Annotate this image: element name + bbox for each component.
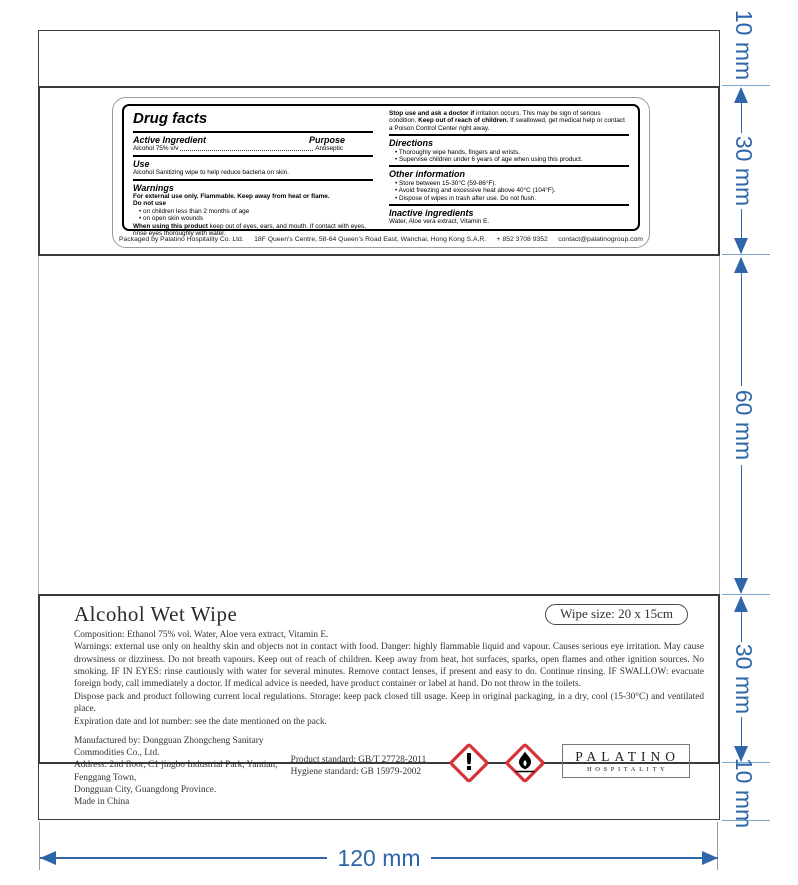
packager-footer xyxy=(113,234,649,243)
use-text: Alcohol Sanitizing wipe to help reduce bacteria on skin. xyxy=(133,169,289,177)
directions-heading: Directions xyxy=(389,138,434,149)
drug-facts-right-column xyxy=(389,110,629,226)
dim-line xyxy=(431,857,718,858)
do-not-use: Do not use xyxy=(133,200,167,208)
warnings-text: Warnings: external use only on healthy skin and objects not in contact with food. Danger: highly flammable liquid and vapour. Causes serious eye irritation. May cause drowsiness or dizziness. Do not breath vapours. Keep out of reach of children. Keep away from heat, hot surfaces, sparks, open flames and other ignition sources. No smoking. IF IN EYES: rinse cautiously with water for several minutes. Remove contact lenses, if present and easy to do. Continue rinsing. IF SWALLOW: evacuate foreign body, call immediately a doctor. If medical advice is needed, have product container or label at hand. Do not throw in the toilets. xyxy=(74,642,704,690)
disposal-text: Dispose pack and product following current local regulations. Storage: keep pack closed till usage. Keep in original packaging, in a dry, cool (15-30°C) and ventilated place. xyxy=(74,691,704,715)
directions-bullet: • Supervise children under 6 years of age when using this product. xyxy=(389,156,629,163)
product-title: Alcohol Wet Wipe xyxy=(74,602,238,626)
dim-label-10mm-bottom: 10 mm xyxy=(731,757,758,829)
palatino-logo xyxy=(562,744,690,778)
purpose-heading: Purpose xyxy=(308,135,345,145)
drug-facts-title: Drug facts xyxy=(133,110,208,127)
packager-phone: + 852 3708 9352 xyxy=(496,236,548,243)
inactive-ingredients-text: Water, Aloe vera extract, Vitamin E. xyxy=(389,218,490,226)
manufacturer-line: Manufactured by: Dongguan Zhongcheng Sanitary Commodities Co., Ltd. xyxy=(74,735,264,759)
dim-line xyxy=(40,857,327,858)
dim-label-30mm-upper: 30 mm xyxy=(731,135,758,207)
dim-line xyxy=(741,258,742,386)
divider xyxy=(389,204,629,206)
packaged-by: Packaged by Palatino Hospitality Co. Ltd. xyxy=(119,236,244,243)
do-not-use-bullet: • on open skin wounds xyxy=(133,215,373,222)
active-ingredient-value: Alcohol 75% v/v xyxy=(133,145,179,153)
dim-arrow-up-icon xyxy=(734,596,748,612)
dim-arrow-left-icon xyxy=(40,851,56,865)
dim-label-60mm: 60 mm xyxy=(731,389,758,461)
other-information-bullet: • Store between 15-30°C (59-86°F). xyxy=(389,180,629,187)
dim-label-120mm: 120 mm xyxy=(337,844,421,871)
manufacturer-block xyxy=(74,735,279,809)
warnings-heading: Warnings xyxy=(133,182,174,193)
stop-use-text: Stop use and ask a doctor if irritation occurs. This may be sign of serious condition. Keep out of reach of children. If swallowed, get medical help or contact a Poison Control Center right away. xyxy=(389,110,625,132)
expiration-text: Expiration date and lot number: see the date mentioned on the pack. xyxy=(74,716,327,727)
svg-text:!: ! xyxy=(463,749,475,776)
active-ingredient-heading: Active Ingredient xyxy=(133,135,207,145)
purpose-value: Antiseptic xyxy=(315,145,343,153)
main-face-panel xyxy=(38,255,720,595)
wipe-size-badge: Wipe size: 20 x 15cm xyxy=(545,604,688,625)
drug-facts-panel xyxy=(112,97,650,248)
other-information-heading: Other information xyxy=(389,169,465,180)
packager-email: contact@palatinogroup.com xyxy=(558,236,643,243)
dim-extension-line xyxy=(722,254,770,255)
dim-arrow-down-icon xyxy=(734,746,748,762)
divider xyxy=(133,179,373,181)
palatino-logo-subtitle: HOSPITALITY xyxy=(586,765,669,773)
packager-address: 18F Queen's Centre, 58-64 Queen's Road East, Wanchai, Hong Kong S.A.R. xyxy=(254,236,487,243)
drug-facts-box xyxy=(122,104,640,238)
hygiene-standard: Hygiene standard: GB 15979-2002 xyxy=(290,767,422,778)
use-heading: Use xyxy=(133,158,150,169)
divider xyxy=(389,134,629,136)
other-information-bullet: • Avoid freezing and excessive heat above 40°C (104°F). xyxy=(389,187,629,194)
standards-block xyxy=(291,754,427,779)
divider xyxy=(133,131,373,134)
dim-extension-line xyxy=(722,594,770,595)
dim-label-10mm-top: 10 mm xyxy=(731,9,758,81)
composition-text: Composition: Ethanol 75% vol. Water, Aloe vera extract, Vitamin E. xyxy=(74,630,329,640)
dim-arrow-up-icon xyxy=(734,257,748,273)
product-standard: Product standard: GB/T 27728-2011 xyxy=(290,754,427,765)
bottom-dimension xyxy=(40,846,718,870)
drug-facts-band xyxy=(38,86,720,256)
manufacturer-line: Dongguan City, Guangdong Province. xyxy=(74,784,217,795)
dim-arrow-right-icon xyxy=(702,851,718,865)
when-using-text: When using this product keep out of eyes, ears, and mouth. If contact with eyes, rinse eyes thoroughly with water. xyxy=(133,222,366,238)
dim-arrow-down-icon xyxy=(734,578,748,594)
product-info-band xyxy=(38,594,720,808)
directions-bullet: • Thoroughly wipe hands, fingers and wrists. xyxy=(389,149,629,156)
inactive-ingredients-heading: Inactive ingredients xyxy=(389,208,474,219)
other-information-bullet: • Dispose of wipes in trash after use. Do not flush. xyxy=(389,195,629,202)
dim-label-30mm-lower: 30 mm xyxy=(731,643,758,715)
dim-arrow-down-icon xyxy=(734,238,748,254)
ghs-exclamation-icon xyxy=(446,740,492,786)
drug-facts-left-column xyxy=(133,110,373,238)
do-not-use-bullet: • on children less than 2 months of age xyxy=(133,208,373,215)
dim-line xyxy=(741,465,742,592)
ghs-pictograms xyxy=(446,740,548,786)
warnings-flammable: For external use only. Flammable. Keep away from heat or flame. xyxy=(133,192,330,200)
dotted-leader xyxy=(180,145,313,151)
divider xyxy=(133,155,373,157)
divider xyxy=(389,165,629,167)
palatino-logo-wordmark: PALATINO xyxy=(575,748,680,764)
manufacturer-line: Address: 2nd floor, C1 jingbo Industrial Park, Yantian, Fenggang Town, xyxy=(74,760,278,783)
ghs-flame-icon xyxy=(502,740,548,786)
dim-arrow-up-icon xyxy=(734,87,748,103)
made-in-china-line: Made in China xyxy=(74,797,130,808)
top-flap-panel xyxy=(38,30,720,87)
